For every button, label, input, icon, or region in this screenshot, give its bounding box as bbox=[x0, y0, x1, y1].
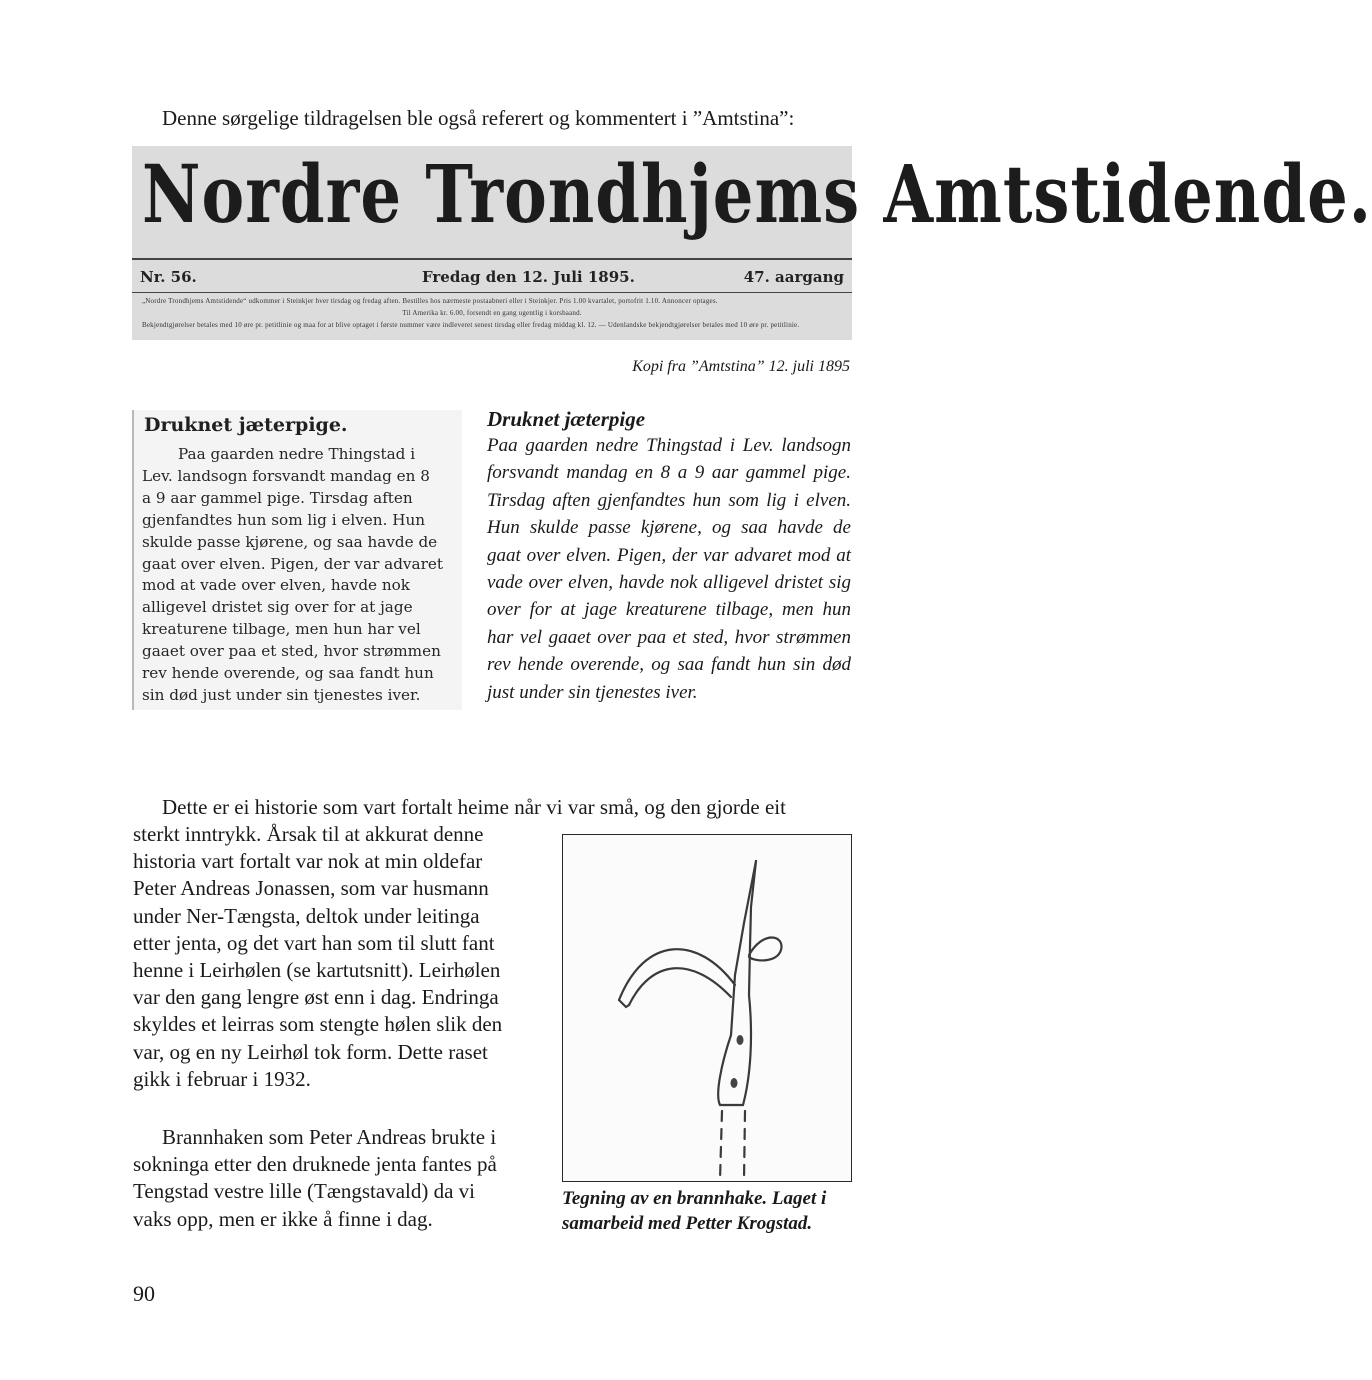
article-transcription bbox=[487, 406, 851, 706]
transcription-headline: Druknet jæterpige bbox=[487, 407, 646, 431]
fire-hook-icon bbox=[563, 835, 850, 1180]
article-scan-image bbox=[132, 410, 462, 710]
transcription-body: Paa gaarden nedre Thingstad i Lev. landsogn forsvandt mandag en 8 a 9 aar gammel pige. Tirsdag aften gjenfandtes hun som lig i elven. Hun skulde passe kjørene, og saa havde de gaat over elven. Pigen, der var advaret mod at vade over elven, havde nok alligevel dristet sig over for at jage kreaturene tilbage, men hun har vel gaaet over paa et sted, hvor strømmen rev hende overende, og saa fandt hun sin død just under sin tjenestes iver. bbox=[487, 435, 851, 703]
masthead-rule bbox=[132, 292, 852, 293]
masthead-volume: 47. aargang bbox=[743, 268, 844, 286]
masthead-title: Nordre Trondhjems Amtstidende. bbox=[142, 148, 1372, 242]
source-caption: Kopi fra ”Amtstina” 12. juli 1895 bbox=[632, 358, 850, 375]
paragraph-line: historia vart fortalt var nok at min oldefar bbox=[133, 849, 483, 874]
paragraph-line: henne i Leirhølen (se kartutsnitt). Leirhølen bbox=[133, 958, 501, 983]
paragraph-line: Tengstad vestre lille (Tængstavald) da vi bbox=[133, 1179, 476, 1204]
paragraph-line: sterkt inntrykk. Årsak til at akkurat denne bbox=[133, 822, 484, 846]
masthead-date: Fredag den 12. Juli 1895. bbox=[422, 268, 635, 286]
paragraph-line: vaks opp, men er ikke å finne i dag. bbox=[133, 1206, 433, 1231]
drawing-caption: Tegning av en brannhake. Laget i samarbeid med Petter Krogstad. bbox=[562, 1188, 827, 1234]
scan-line: gaat over elven. Pigen, der var advaret bbox=[142, 554, 443, 573]
masthead-number: Nr. 56. bbox=[140, 268, 197, 286]
paragraph-line: gikk i februar i 1932. bbox=[133, 1066, 311, 1091]
scan-line: Lev. landsogn forsvandt mandag en 8 bbox=[142, 466, 430, 485]
masthead-fine-print: Til Amerika kr. 6.00, forsendt en gang ugentlig i korsbaand. bbox=[402, 309, 582, 317]
paragraph-line: etter jenta, og det vart han som til slutt fant bbox=[133, 930, 495, 955]
paragraph-first-line: Dette er ei historie som vart fortalt heime når vi var små, og den gjorde eit bbox=[162, 795, 786, 819]
scan-line: skulde passe kjørene, og saa havde de bbox=[142, 532, 438, 551]
scan-line: sin død just under sin tjenestes iver. bbox=[142, 685, 421, 704]
scan-line: kreaturene tilbage, men hun har vel bbox=[142, 620, 421, 639]
paragraph-line: var den gang lengre øst enn i dag. Endringa bbox=[133, 985, 499, 1010]
scan-line: gaaet over paa et sted, hvor strømmen bbox=[142, 642, 441, 661]
scan-text bbox=[142, 444, 460, 707]
scan-line: Paa gaarden nedre Thingstad i bbox=[178, 445, 416, 463]
brannhake-drawing bbox=[562, 834, 852, 1182]
scan-headline: Druknet jæterpige. bbox=[144, 414, 348, 436]
scan-line: mod at vade over elven, havde nok bbox=[142, 576, 410, 595]
paragraph-brannhake bbox=[133, 1124, 543, 1233]
scan-line: a 9 aar gammel pige. Tirsdag aften bbox=[142, 488, 413, 507]
scan-line: rev hende overende, og saa fandt hun bbox=[142, 664, 434, 683]
masthead-fine-print: „Nordre Trondhjems Amtstidende“ udkommer i Steinkjer hver tirsdag og fredag aften. Bestilles hos nærmeste postaabneri eller i Steinkjer. Pris 1.00 kvartalet, portofrit 1.10. Annoncer optages. bbox=[142, 297, 718, 305]
paragraph-line: skyldes et leirras som stengte hølen slik den bbox=[133, 1012, 503, 1037]
paragraph-line: var, og en ny Leirhøl tok form. Dette raset bbox=[133, 1039, 488, 1064]
intro-sentence: Denne sørgelige tildragelsen ble også referert og kommentert i ”Amtstina”: bbox=[162, 106, 795, 130]
masthead-fine-print: Bekjendtgjørelser betales med 10 øre pr. petitlinie og maa for at blive optaget i første nummer være indleveret senest tirsdag eller fredag middag kl. 12. — Udenlandske bekjendtgjørelser betales med 10 øre pr. petitlinie. bbox=[142, 321, 800, 329]
masthead-rule bbox=[132, 258, 852, 260]
paragraph-line: Brannhaken som Peter Andreas brukte i bbox=[162, 1125, 497, 1149]
paragraph-story bbox=[133, 821, 543, 1093]
paragraph-line: under Ner-Tængsta, deltok under leitinga bbox=[133, 903, 480, 928]
scan-line: alligevel dristet sig over for at jage bbox=[142, 598, 413, 617]
scan-line: gjenfandtes hun som lig i elven. Hun bbox=[142, 510, 426, 529]
paragraph-line: Peter Andreas Jonassen, som var husmann bbox=[133, 876, 489, 901]
page-number: 90 bbox=[133, 1281, 155, 1306]
newspaper-masthead-image bbox=[132, 146, 1372, 340]
paragraph-line: sokninga etter den druknede jenta fantes på bbox=[133, 1152, 497, 1177]
